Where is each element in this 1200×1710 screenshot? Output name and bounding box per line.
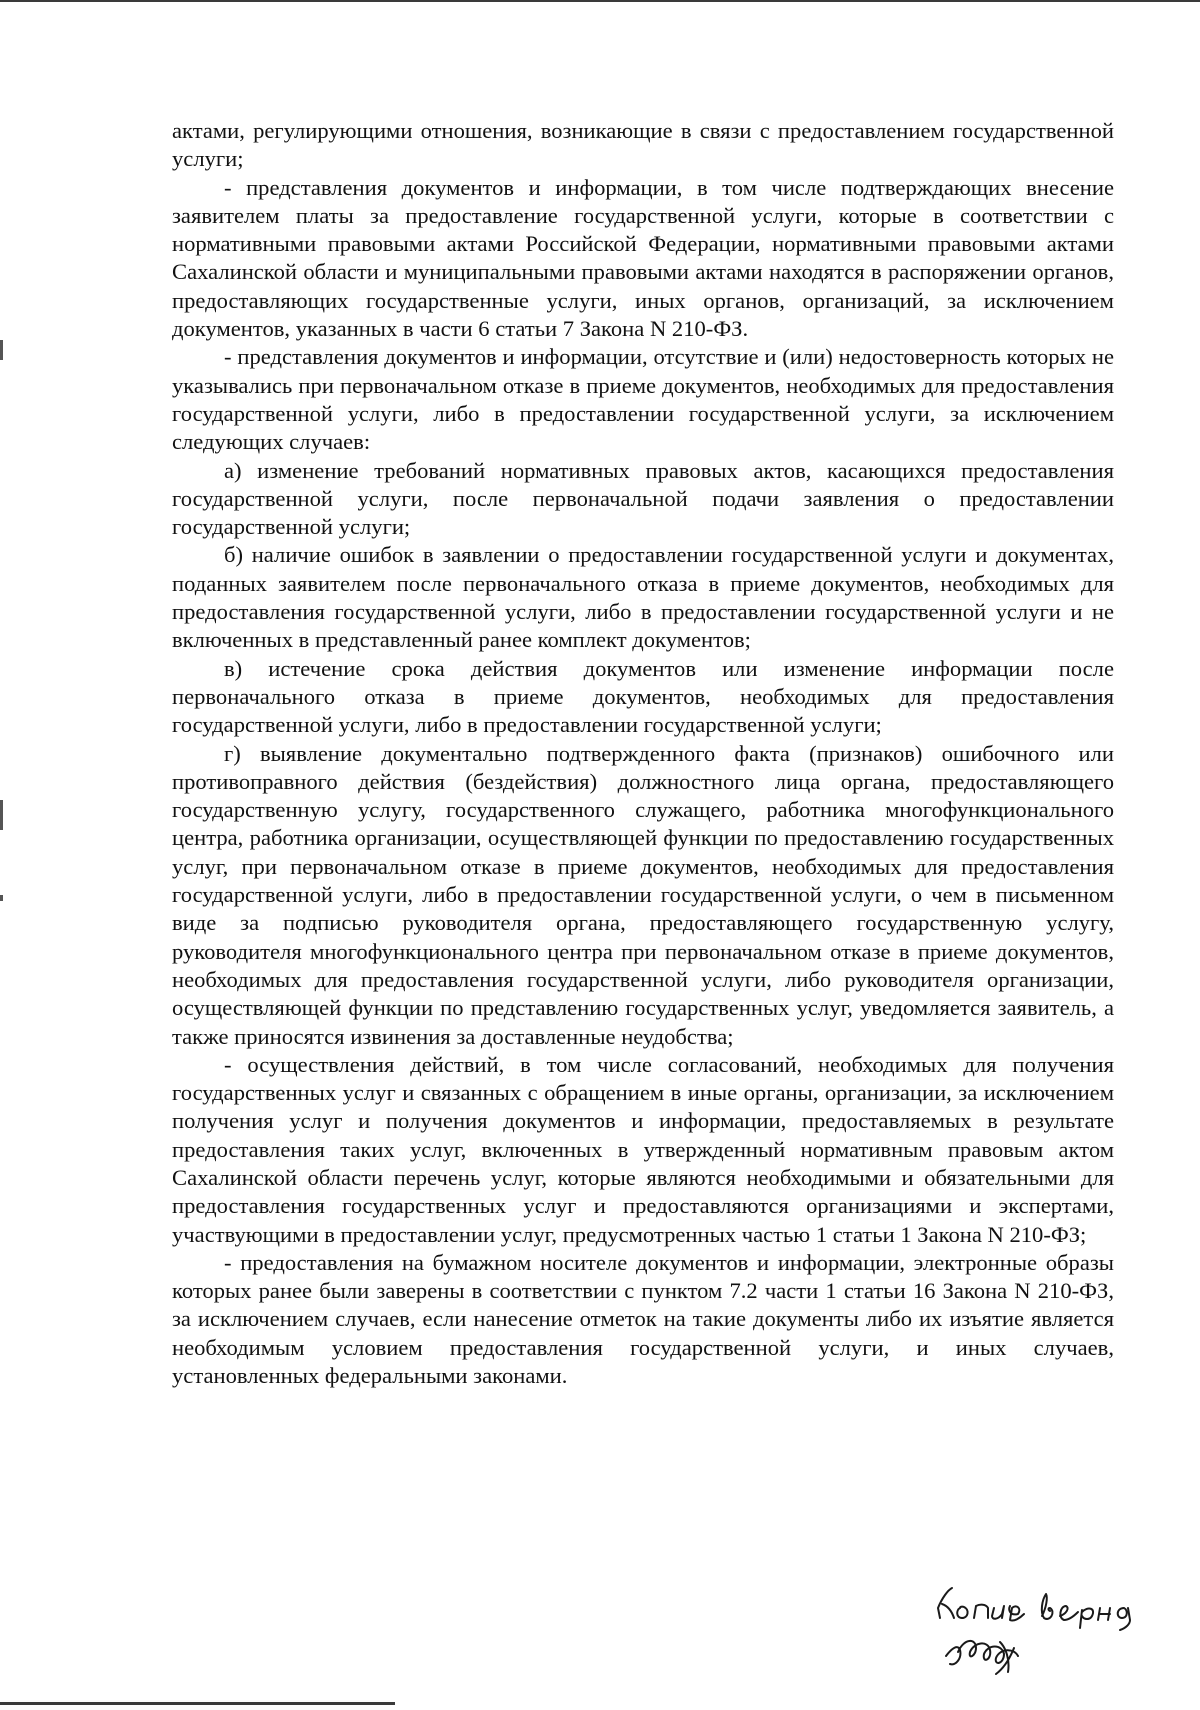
scan-margin-mark	[0, 340, 3, 360]
paragraph-approvals: - осуществления действий, в том числе согласований, необходимых для получения государственных услуг и связанных с обращением в иные органы, организации, за исключением получения услуг и получения документов и информации, предоставляемых в результате предоставления таких услуг, включенных в утвержденный нормативным правовым актом Сахалинской области перечень услуг, которые являются необходимыми и обязательными для предоставления государственных услуг и предоставляются организациями и экспертами, участвующими в предоставлении услуг, предусмотренных частью 1 статьи 1 Закона N 210-ФЗ;	[172, 1051, 1114, 1247]
handwritten-signature-mark	[930, 1578, 1180, 1678]
paragraph-item-g: г) выявление документально подтвержденного факта (признаков) ошибочного или противоправного действия (бездействия) должностного лица органа, предоставляющего государственную услугу, государственного служащего, работника многофункционального центра, работника организации, осуществляющей функции по предоставлению государственных услуг, при первоначальном отказе в приеме документов, необходимых для предоставления государственной услуги, либо в предоставлении государственной услуги, о чем в письменном виде за подписью руководителя органа, предоставляющего государственную услугу, руководителя многофункционального центра при первоначальном отказе в приеме документов, необходимых для предоставления государственной услуги, либо руководителя организации, осуществляющей функции по представлению государственных услуг, уведомляется заявитель, а также приносятся извинения за доставленные неудобства;	[172, 740, 1114, 1049]
paragraph-item-a: а) изменение требований нормативных правовых актов, касающихся предоставления государственной услуги, после первоначальной подачи заявления о предоставлении государственной услуги;	[172, 457, 1114, 540]
scan-edge-bottom	[0, 1702, 395, 1705]
paragraph-item-v: в) истечение срока действия документов или изменение информации после первоначального отказа в приеме документов, необходимых для предоставления государственной услуги, либо в предоставлении государственной услуги;	[172, 655, 1114, 738]
document-body	[172, 117, 1114, 1390]
scan-margin-mark	[0, 895, 3, 901]
paragraph-missing-documents: - представления документов и информации, отсутствие и (или) недостоверность которых не указывались при первоначальном отказе в приеме документов, необходимых для предоставления государственной услуги, либо в предоставлении государственной услуги, за исключением следующих случаев:	[172, 344, 1114, 455]
paragraph-item-b: б) наличие ошибок в заявлении о предоставлении государственной услуги и документах, поданных заявителем после первоначального отказа в приеме документов, необходимых для предоставления государственной услуги, либо в предоставлении государственной услуги и не включенных в представленный ранее комплект документов;	[172, 542, 1114, 653]
handwritten-certification	[930, 1578, 1180, 1678]
paragraph-continuation: актами, регулирующими отношения, возникающие в связи с предоставлением государственной услуги;	[172, 118, 1114, 172]
paragraph-payment-documents: - представления документов и информации, в том числе подтверждающих внесение заявителем платы за предоставление государственной услуги, которые в соответствии с нормативными правовыми актами Российской Федерации, нормативными правовыми актами Сахалинской области и муниципальными правовыми актами находятся в распоряжении органов, предоставляющих государственные услуги, иных органов, организаций, за исключением документов, указанных в части 6 статьи 7 Закона N 210-ФЗ.	[172, 174, 1114, 342]
scan-margin-mark	[0, 800, 3, 830]
scan-edge-top	[0, 0, 1200, 2]
paragraph-paper-documents: - предоставления на бумажном носителе документов и информации, электронные образы которых ранее были заверены в соответствии с пунктом 7.2 части 1 статьи 16 Закона N 210-ФЗ, за исключением случаев, если нанесение отметок на такие документы либо их изъятие является необходимым условием предоставления государственной услуги, и иных случаев, установленных федеральными законами.	[172, 1249, 1114, 1389]
